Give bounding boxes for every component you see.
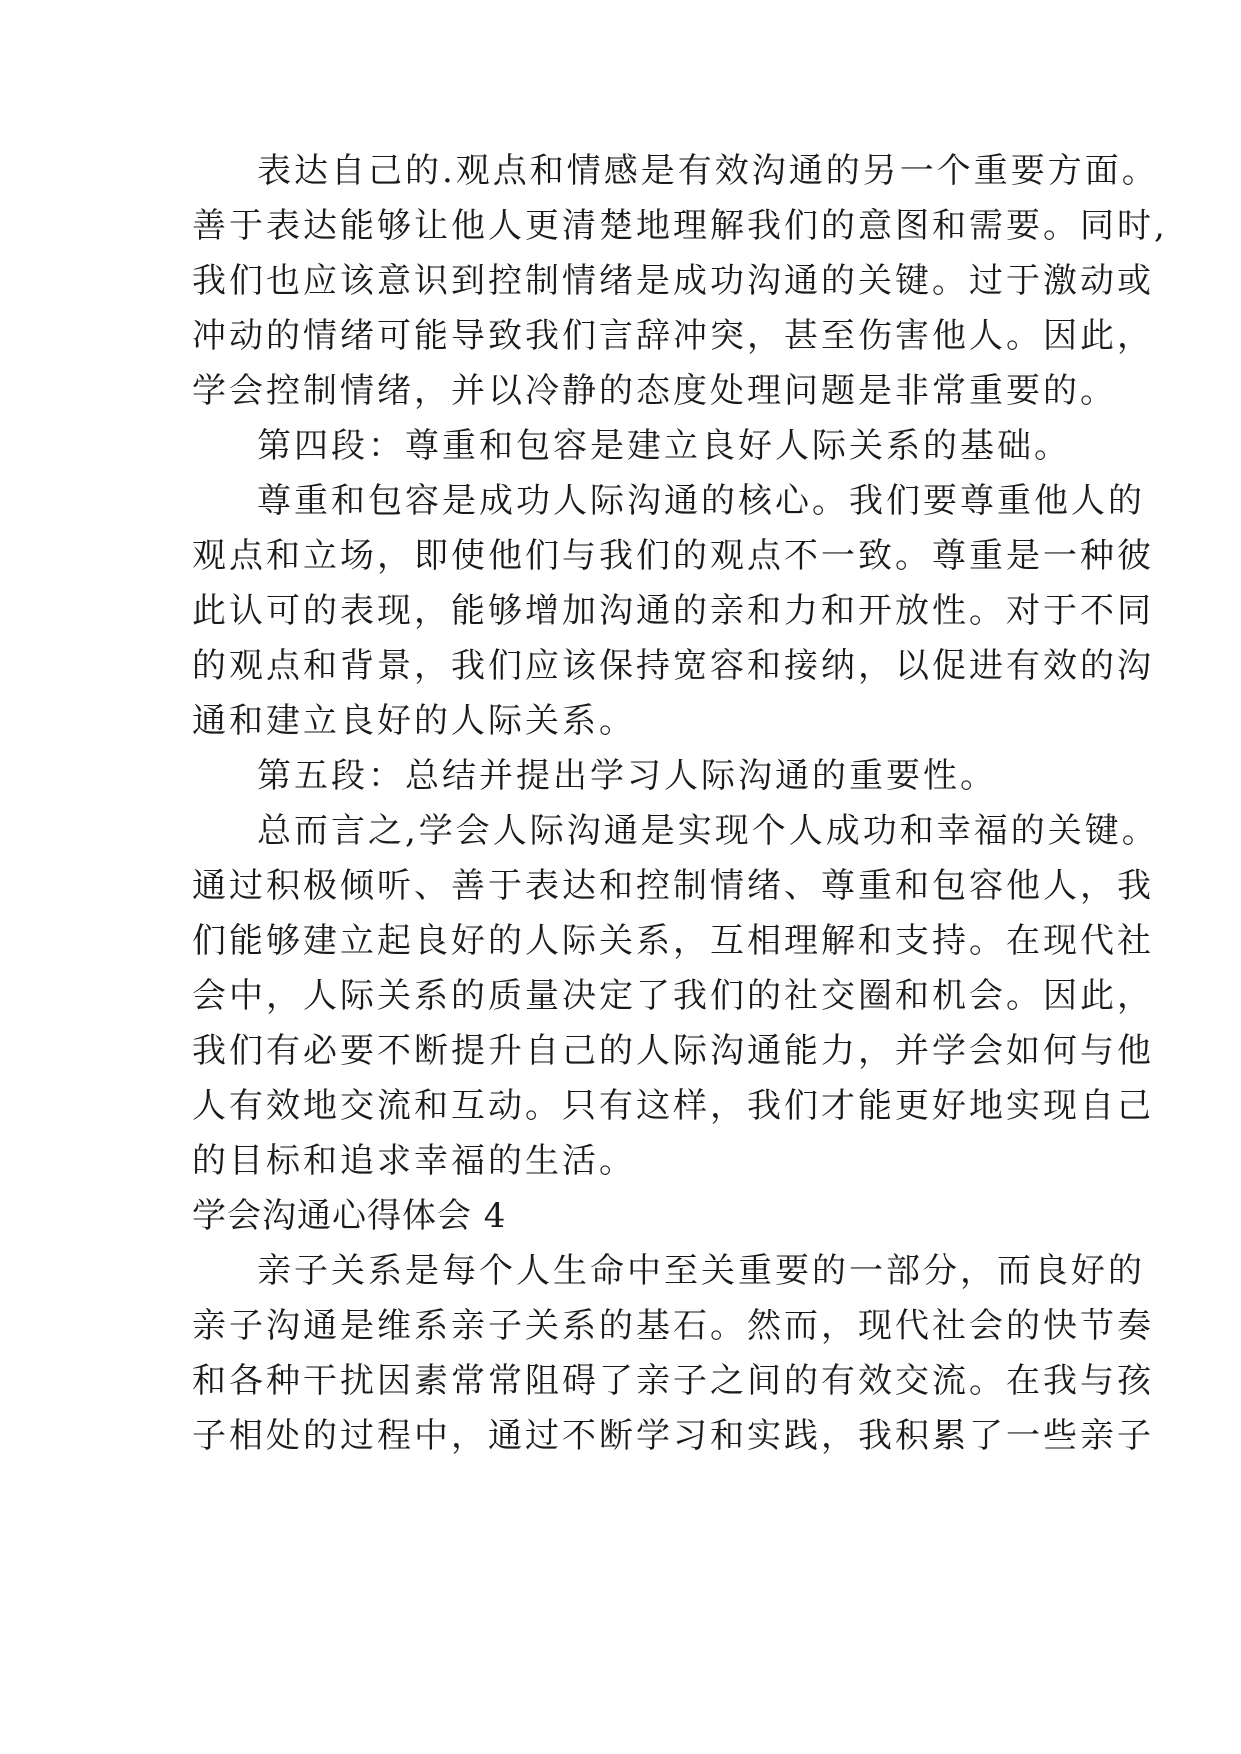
paragraph-line: 观点和立场，即使他们与我们的观点不一致。尊重是一种彼 [192,536,1154,576]
paragraph-line: 通和建立良好的人际关系。 [192,701,636,741]
paragraph-line: 总而言之,学会人际沟通是实现个人成功和幸福的关键。 [257,811,1159,851]
paragraph-line: 和各种干扰因素常常阻碍了亲子之间的有效交流。在我与孩 [192,1361,1154,1401]
paragraph-line: 亲子关系是每个人生命中至关重要的一部分，而良好的 [257,1251,1145,1291]
paragraph-line: 亲子沟通是维系亲子关系的基石。然而，现代社会的快节奏 [192,1306,1154,1346]
section-heading: 第四段：尊重和包容是建立良好人际关系的基础。 [257,426,1071,466]
paragraph-line: 会中，人际关系的质量决定了我们的社交圈和机会。因此， [192,976,1154,1016]
paragraph-line: 我们有必要不断提升自己的人际沟通能力，并学会如何与他 [192,1031,1154,1071]
paragraph-line: 表达自己的.观点和情感是有效沟通的另一个重要方面。 [257,151,1159,191]
paragraph-line: 学会控制情绪，并以冷静的态度处理问题是非常重要的。 [192,371,1117,411]
article-title: 学会沟通心得体会 4 [192,1196,507,1236]
paragraph-line: 人有效地交流和互动。只有这样，我们才能更好地实现自己 [192,1086,1154,1126]
paragraph-line: 善于表达能够让他人更清楚地理解我们的意图和需要。同时, [192,206,1168,246]
paragraph-line: 此认可的表现，能够增加沟通的亲和力和开放性。对于不同 [192,591,1154,631]
paragraph-line: 的观点和背景，我们应该保持宽容和接纳，以促进有效的沟 [192,646,1154,686]
paragraph-line: 冲动的情绪可能导致我们言辞冲突，甚至伤害他人。因此， [192,316,1154,356]
paragraph-line: 通过积极倾听、善于表达和控制情绪、尊重和包容他人，我 [192,866,1154,906]
paragraph-line: 们能够建立起良好的人际关系，互相理解和支持。在现代社 [192,921,1154,961]
paragraph-line: 的目标和追求幸福的生活。 [192,1141,636,1181]
section-heading: 第五段：总结并提出学习人际沟通的重要性。 [257,756,997,796]
paragraph-line: 尊重和包容是成功人际沟通的核心。我们要尊重他人的 [257,481,1145,521]
paragraph-line: 我们也应该意识到控制情绪是成功沟通的关键。过于激动或 [192,261,1154,301]
paragraph-line: 子相处的过程中，通过不断学习和实践，我积累了一些亲子 [192,1416,1154,1456]
